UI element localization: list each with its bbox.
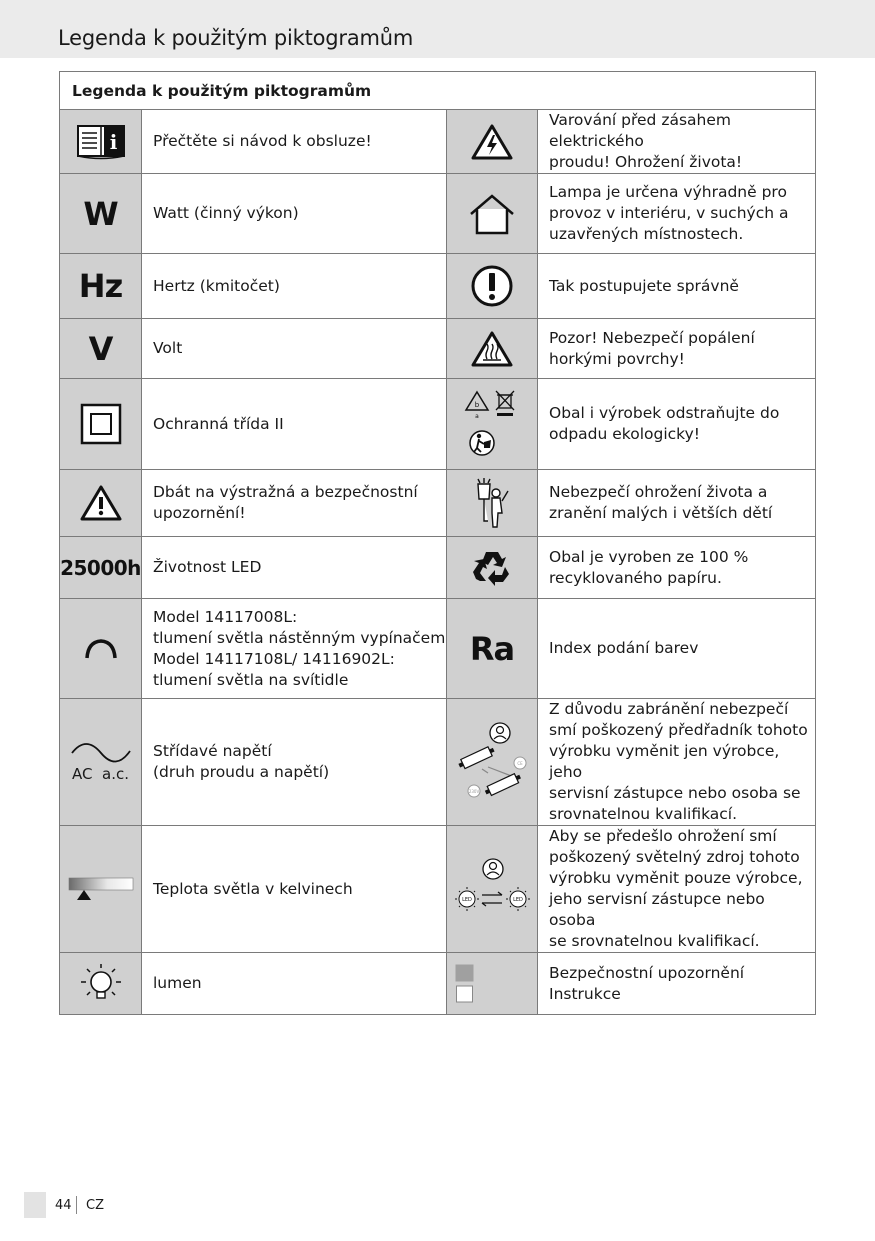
table-row [60,379,816,470]
legend-text-protection-class: Ochranná třída II [142,379,447,470]
svg-text:LED: LED [462,897,472,903]
page-header [0,0,875,58]
legend-text-volt: Volt [142,319,447,379]
legend-text-color-rendering: Index podání barev [538,599,816,699]
table-row [60,826,816,953]
recycled-paper-icon [447,537,538,599]
legend-text-hertz: Hertz (kmitočet) [142,254,447,319]
led-lifetime-symbol: 25000h [60,537,142,599]
legend-text-ballast-replacement: Z důvodu zabránění nebezpečí smí poškozený předřadník tohoto výrobku vyměnit jen výrobce, jeho servisní zástupce nebo osoba se srovnatelnou kvalifikací. [538,699,816,826]
page-title: Legenda k použitým piktogramům [58,26,414,50]
volt-symbol: V [60,319,142,379]
color-temperature-icon [60,826,142,953]
lumen-bulb-icon [60,953,142,1015]
legend-table [59,71,816,1015]
legend-text-led-replacement: Aby se předešlo ohrožení smí poškozený světelný zdroj tohoto výrobku vyměnit pouze výrobce, jeho servisní zástupce nebo osoba se srovnatelnou kvalifikací. [538,826,816,953]
table-row [60,953,816,1015]
svg-text:230V: 230V [468,789,480,794]
hot-surface-icon [447,319,538,379]
legend-text-child-danger: Nebezpečí ohrožení života a zranění malých i větších dětí [538,470,816,537]
color-rendering-symbol: Ra [447,599,538,699]
legend-text-electric-warning: Varování před zásahem elektrického proudu! Ohrožení života! [538,110,816,174]
svg-text:b: b [474,401,480,409]
legend-squares-icon [447,953,538,1015]
page-language: CZ [86,1198,104,1213]
ballast-replacement-icon [447,699,538,826]
table-row [60,110,816,174]
child-danger-icon [447,470,538,537]
led-replacement-icon [447,826,538,953]
legend-text-read-manual: Přečtěte si návod k obsluze! [142,110,447,174]
table-row [60,319,816,379]
read-manual-icon [60,110,142,174]
footer-divider [76,1196,77,1214]
legend-text-recycled-paper: Obal je vyroben ze 100 % recyklovaného papíru. [538,537,816,599]
exclamation-circle-icon [447,254,538,319]
table-row [60,254,816,319]
recycling-disposal-icon [447,379,538,470]
table-caption: Legenda k použitým piktogramům [60,72,816,110]
watt-symbol: W [60,174,142,254]
table-row [60,599,816,699]
legend-text-alternating-current: Střídavé napětí (druh proudu a napětí) [142,699,447,826]
page-corner-marker [24,1192,46,1218]
legend-text-color-temperature: Teplota světla v kelvinech [142,826,447,953]
table-row [60,174,816,254]
legend-text-lumen: lumen [142,953,447,1015]
legend-text-correct-procedure: Tak postupujete správně [538,254,816,319]
legend-text-led-lifetime: Životnost LED [142,537,447,599]
svg-text:LED: LED [513,897,523,903]
legend-text-safety-notes: Dbát na výstražná a bezpečnostní upozornění! [142,470,447,537]
table-caption-row [60,72,816,110]
table-row [60,699,816,826]
legend-text-hot-surface: Pozor! Nebezpečí popálení horkými povrchy! [538,319,816,379]
dimming-icon [60,599,142,699]
svg-text:i: i [109,129,117,154]
legend-text-watt: Watt (činný výkon) [142,174,447,254]
warning-triangle-icon [60,470,142,537]
legend-text-indoor-use: Lampa je určena výhradně pro provoz v interiéru, v suchých a uzavřených místnostech. [538,174,816,254]
legend-text-eco-disposal: Obal i výrobek odstraňujte do odpadu ekologicky! [538,379,816,470]
page-number: 44 [55,1198,72,1213]
electric-warning-icon [447,110,538,174]
svg-text:a: a [475,413,479,420]
protection-class-2-icon [60,379,142,470]
ac-wave-icon: AC a.c. [60,699,142,826]
hertz-symbol: Hz [60,254,142,319]
svg-text:CE: CE [517,761,523,766]
table-row [60,537,816,599]
legend-text-dimming: Model 14117008L: tlumení světla nástěnným vypínačem Model 14117108L/ 14116902L: tlumení světla na svítidle [142,599,447,699]
house-icon [447,174,538,254]
table-row [60,470,816,537]
legend-text-safety-instructions: Bezpečnostní upozornění Instrukce [538,953,816,1015]
